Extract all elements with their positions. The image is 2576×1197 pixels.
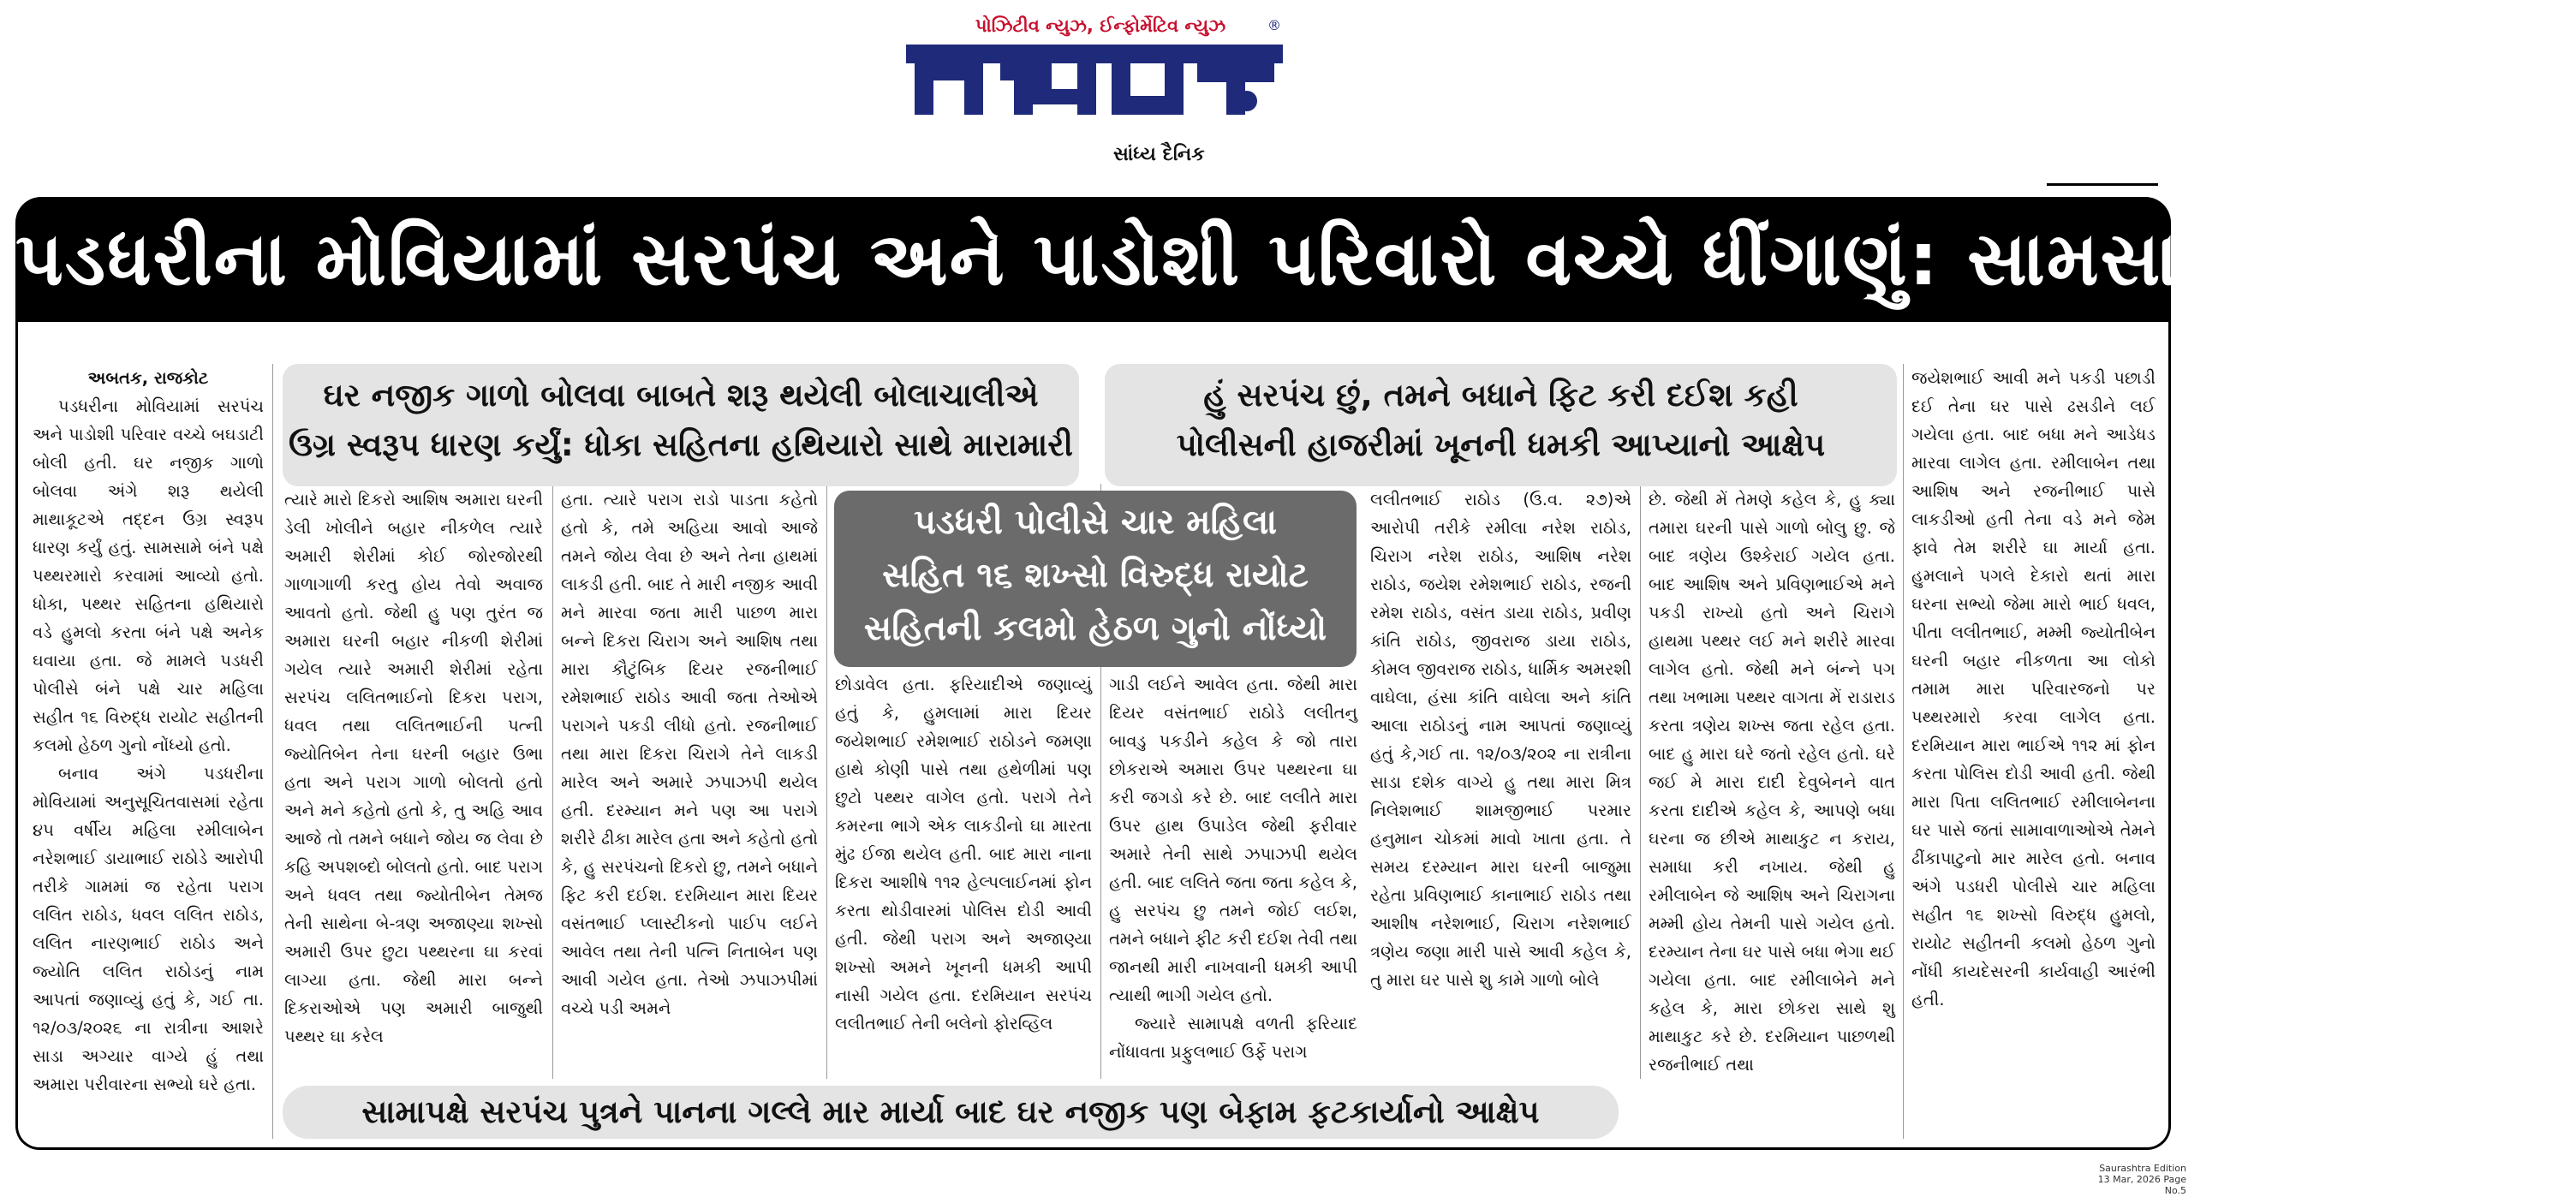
article-column-2 (284, 485, 543, 1051)
masthead-logo (906, 34, 1283, 135)
article-column-5 (1109, 670, 1357, 1066)
headline-bar (15, 197, 2576, 322)
subhead-threat (1105, 364, 1897, 486)
main-headline: પડધરીના મોવિયામાં સરપંચ અને પાડોશી પરિવારો વચ્ચે ધીંગાણું: સામસામે પથ્થરમારો (15, 217, 2576, 302)
masthead-rule (2047, 183, 2158, 186)
column-rule (552, 484, 553, 1079)
paragraph: જ્યારે સામાપક્ષે વળતી ફરિયાદ નોંધાવતા પ્રફુલભાઈ ઉર્ફે પરાગ (1109, 1014, 1357, 1062)
paragraph: જયેશભાઈ આવી મને પકડી પછાડી દઈ તેના ઘર પાસે ઢસડીને લઈ ગયેલા હતા. બાદ બધા મને આડેધડ મારવા લાગેલ હતા. રમીલાબેન તથા આશિષ અને રજનીભાઈ પાસે લાકડીઓ હતી તેના વડે મને જેમ ફાવે તેમ શરીરે ઘા માર્યા હતા. હુમલાને પગલે દેકારો થતાં મારા ઘરના સભ્યો જેમા મારો ભાઈ ધવલ, પીતા લલીતભાઈ, મમ્મી જ્યોતીબેન ઘરની બહાર નીકળતા આ લોકો તમામ મારા પરિવારજનો પર પથ્થરમારો કરવા લાગેલ હતા. દરમિયાન મારા ભાઈએ ૧૧૨ માં ફોન કરતા પોલિસ દોડી આવી હતી. જેથી મારા પિતા લલિતભાઈ રમીલાબેનના ઘર પાસે જતાં સામાવાળાઓએ તેમને ઢીંકાપાટુનો માર મારેલ હતો. બનાવ અંગે પડધરી પોલીસે ચાર મહિલા સહીત ૧૬ શખ્સો વિરુદ્ધ હુમલો, રાયોટ સહીતની કલમો હેઠળ ગુનો નોંધી કાયદેસરની કાર્યવાહી આરંભી હતી. (1911, 368, 2156, 1009)
paragraph: ત્યારે મારો દિકરો આશિષ અમારા ઘરની ડેલી ખોલીને બહાર નીકળેલ ત્યારે અમારી શેરીમાં કોઈ જોરજોરથી ગાળાગાળી કરતુ હોય તેવો અવાજ આવતો હતો. જેથી હુ પણ તુરંત જ અમારા ઘરની બહાર નીકળી શેરીમાં ગયેલ ત્યારે અમારી શેરીમાં રહેતા સરપંચ લલિતભાઈનો દિકરા પરાગ, ધવલ તથા લલિતભાઈની પત્ની જ્યોતિબેન તેના ઘરની બહાર ઉભા હતા અને પરાગ ગાળો બોલતો હતો અને મને કહેતો હતો કે, તુ અહિ આવ આજે તો તમને બધાને જોય જ લેવા છે કહિ અપશબ્દો બોલતો હતો. બાદ પરાગ અને ધવલ તથા જ્યોતીબેન તેમજ તેની સાથેના બે-ત્રણ અજાણ્યા શખ્સો અમારી ઉપર છુટા પથ્થરના ઘા કરવાં લાગ્યા હતા. જેથી મારા બન્ને દિકરાઓએ પણ અમારી બાજુથી પથ્થર ઘા કરેલ (284, 490, 543, 1046)
article-column-4 (835, 670, 1092, 1038)
column-rule (1640, 484, 1641, 1079)
paragraph: ગાડી લઈને આવેલ હતા. જેથી મારા દિયર વસંતભાઈ રાઠોડે લલીતનુ બાવડુ પકડીને કહેલ કે જો તારા છોકરાએ અમારા ઉપર પથ્થરના ઘા કરી જગડો કરે છે. બાદ લલીતે મારા ઉપર હાથ ઉપાડેલ જેથી ફરીવાર અમારે તેની સાથે ઝપાઝપી થયેલ હતી. બાદ લલિતે જતા જતા કહેલ કે, હુ સરપંચ છુ તમને જોઈ લઈશ, તમને બધાને ફીટ કરી દઈશ તેવી તથા જાનથી મારી નાખવાની ધમકી આપી ત્યાથી ભાગી ગયેલ હતો. (1109, 675, 1357, 1005)
article-column-7 (1649, 485, 1895, 1079)
subhead-line: ઉગ્ર સ્વરૂપ ધારણ કર્યું: ધોકા સહિતના હથિયારો સાથે મારામારી (289, 426, 1073, 463)
paragraph: પડધરીના મોવિયામાં સરપંચ અને પાડોશી પરિવાર વચ્ચે બઘડાટી બોલી હતી. ઘર નજીક ગાળો બોલવા અંગે શરૂ થયેલી માથાકૂટએ તદ્દન ઉગ્ર સ્વરૂપ ધારણ કર્યું હતું. સામસામે બંને પક્ષે પથ્થરમારો કરવામાં આવ્યો હતો. ધોકા, પથ્થર સહિતના હથિયારો વડે હુમલો કરતા બંને પક્ષે અનેક ઘવાયા હતા. જે મામલે પડધરી પોલીસે બંને પક્ષે ચાર મહિલા સહીત ૧૬ વિરુદ્ધ રાયોટ સહીતની કલમો હેઠળ ગુનો નોંધ્યો હતો. (33, 396, 264, 755)
article-column-8 (1911, 364, 2156, 1014)
masthead-tagline: પોઝિટીવ ન્યુઝ, ઈન્ફોર્મેટિવ ન્યુઝ (975, 15, 1226, 36)
subhead-police-case (834, 491, 1357, 667)
date-page-label: 13 Mar, 2026 Page No.5 (2097, 1174, 2186, 1196)
edition-type: સાંધ્ય દૈનિક (1113, 144, 1205, 165)
subhead-counter-allegation: સામાપક્ષે સરપંચ પુત્રને પાનના ગલ્લે માર માર્યા બાદ ઘર નજીક પણ બેફામ ફટકાર્યાનો આક્ષેપ (283, 1086, 1619, 1139)
article-column-3 (561, 485, 818, 1022)
subhead-line: સહિત ૧૬ શખ્સો વિરુદ્ધ રાયોટ (882, 556, 1309, 595)
article-column-6 (1370, 485, 1631, 994)
column-rule (272, 364, 273, 1139)
logo-wordmark-icon (906, 34, 1283, 135)
subhead-quarrel (283, 364, 1079, 486)
subhead-line: પડધરી પોલીસે ચાર મહિલા (913, 503, 1278, 542)
column-rule (1903, 364, 1904, 1139)
paragraph: છે. જેથી મેં તેમણે કહેલ કે, હુ ક્યા તમારા ઘરની પાસે ગાળો બોલુ છુ. જે બાદ ત્રણેય ઉશ્કેરાઈ ગયેલ હતા. બાદ આશિષ અને પ્રવિણભાઈએ મને પકડી રાખ્યો હતો અને ચિરાગે હાથમા પથ્થર લઈ મને શરીરે મારવા લાગેલ હતો. જેથી મને બંન્ને પગ તથા ખભામા પથ્થર વાગતા મેં રાડારાડ કરતા ત્રણેય શખ્સ જતા રહેલ હતા. બાદ હુ મારા ઘરે જતો રહેલ હતો. ઘરે જઈ મે મારા દાદી દેવુબેનને વાત કરતા દાદીએ કહેલ કે, આપણે બધા ઘરના જ છીએ માથાકુટ ન કરાય, સમાધા કરી નખાય. જેથી હુ રમીલાબેન જે આશિષ અને ચિરાગના મમ્મી હોય તેમની પાસે ગયેલ હતો. દરમ્યાન તેના ઘર પાસે બધા ભેગા થઈ ગયેલા હતા. બાદ રમીલાબેને મને કહેલ કે, મારા છોકરા સાથે શુ માથાકુટ કરે છે. દરમિયાન પાછળથી રજનીભાઈ તથા (1649, 490, 1895, 1075)
registered-mark: ® (1267, 17, 1281, 33)
page-footer (2090, 1163, 2186, 1196)
paragraph: હતા. ત્યારે પરાગ રાડો પાડતા કહેતો હતો કે, તમે અહિયા આવો આજે તમને જોય લેવા છે અને તેના હાથમાં લાકડી હતી. બાદ તે મારી નજીક આવી મને મારવા જતા મારી પાછળ મારા બન્ને દિકરા ચિરાગ અને આશિષ તથા મારા કૌટુંબિક દિયર રજનીભાઈ રમેશભાઈ રાઠોડ આવી જતા તેઓએ પરાગને પકડી લીધો હતો. રજનીભાઈ તથા મારા દિકરા ચિરાગે તેને લાકડી મારેલ અને અમારે ઝપાઝપી થયેલ હતી. દરમ્યાન મને પણ આ પરાગે શરીરે ઢીકા મારેલ હતા અને કહેતો હતો કે, હુ સરપંચનો દિકરો છુ, તમને બધાને ફિટ કરી દઈશ. દરમિયાન મારા દિયર વસંતભાઈ પ્લાસ્ટીકનો પાઈપ લઈને આવેલ તથા તેની પત્નિ નિતાબેન પણ આવી ગયેલ હતા. તેઓ ઝપાઝપીમાં વચ્ચે પડી અમને (561, 490, 818, 1018)
paragraph: બનાવ અંગે પડધરીના મોવિયામાં અનુસૂચિતવાસમાં રહેતા ૪૫ વર્ષીય મહિલા રમીલાબેન નરેશભાઈ ડાયાભાઈ રાઠોડે આરોપી તરીકે ગામમાં જ રહેતા પરાગ લલિત રાઠોડ, ધવલ લલિત રાઠોડ, લલિત નારણભાઈ રાઠોડ અને જ્યોતિ લલિત રાઠોડનું નામ આપતાં જણાવ્યું હતું કે, ગઈ તા. ૧૨/૦૩/૨૦૨૬ ના રાત્રીના આશરે સાડા અગ્યાર વાગ્યે હું તથા અમારા પરીવારના સભ્યો ઘરે હતા. (33, 764, 264, 1094)
subhead-line: ઘર નજીક ગાળો બોલવા બાબતે શરૂ થયેલી બોલાચાલીએ (323, 377, 1039, 414)
subhead-line: સહિતની કલમો હેઠળ ગુનો નોંધ્યો (863, 609, 1327, 648)
column-rule (826, 484, 827, 1079)
edition-label: Saurashtra Edition (2099, 1163, 2186, 1174)
article-column-1 (33, 364, 264, 1099)
dateline: અબતક, રાજકોટ (87, 368, 209, 388)
subhead-line: પોલીસની હાજરીમાં ખૂનની ધમકી આપ્યાનો આક્ષેપ (1176, 426, 1826, 463)
subhead-line: હું સરપંચ છું, તમને બધાને ફિટ કરી દઈશ કહી (1203, 377, 1798, 414)
paragraph: લલીતભાઈ રાઠોડ (ઉ.વ. ૨૭)એ આરોપી તરીકે રમીલા નરેશ રાઠોડ, ચિરાગ નરેશ રાઠોડ, આશિષ નરેશ રાઠોડ, જયેશ રમેશભાઈ રાઠોડ, રજની રમેશ રાઠોડ, વસંત ડાયા રાઠોડ, પ્રવીણ કાંતિ રાઠોડ, જીવરાજ ડાયા રાઠોડ, કોમલ જીવરાજ રાઠોડ, ધાર્મિક અમરશી વાઘેલા, હંસા કાંતિ વાઘેલા અને કાંતિ આલા રાઠોડનું નામ આપતાં જણાવ્યું હતું કે,ગઈ તા. ૧૨/૦૩/૨૦૨ ના રાત્રીના સાડા દશેક વાગ્યે હુ તથા મારા મિત્ર નિલેશભાઈ શામજીભાઈ પરમાર હનુમાન ચોકમાં માવો ખાતા હતા. તે સમય દરમ્યાન મારા ઘરની બાજુમા રહેતા પ્રવિણભાઈ કાનાભાઈ રાઠોડ તથા આશીષ નરેશભાઈ, ચિરાગ નરેશભાઈ ત્રણેય જણા મારી પાસે આવી કહેલ કે, તુ મારા ઘર પાસે શુ કામે ગાળો બોલે (1370, 490, 1631, 990)
paragraph: છોડાવેલ હતા. ફરિયાદીએ જણાવ્યું હતું કે, હુમલામાં મારા દિયર જયેશભાઈ રમેશભાઈ રાઠોડને જમણા હાથે કોણી પાસે તથા હથેળીમાં પણ છુટો પથ્થર વાગેલ હતો. પરાગે તેને કમરના ભાગે એક લાકડીનો ઘા મારતા મુંઢ ઈજા થયેલ હતી. બાદ મારા નાના દિકરા આશીષે ૧૧૨ હેલ્પલાઈનમાં ફોન કરતા થોડીવારમાં પોલિસ દોડી આવી હતી. જેથી પરાગ અને અજાણ્યા શખ્સો અમને ખૂનની ધમકી આપી નાસી ગયેલ હતા. દરમિયાન સરપંચ લલીતભાઈ તેની બલેનો ફોરવ્હિલ (835, 675, 1092, 1033)
